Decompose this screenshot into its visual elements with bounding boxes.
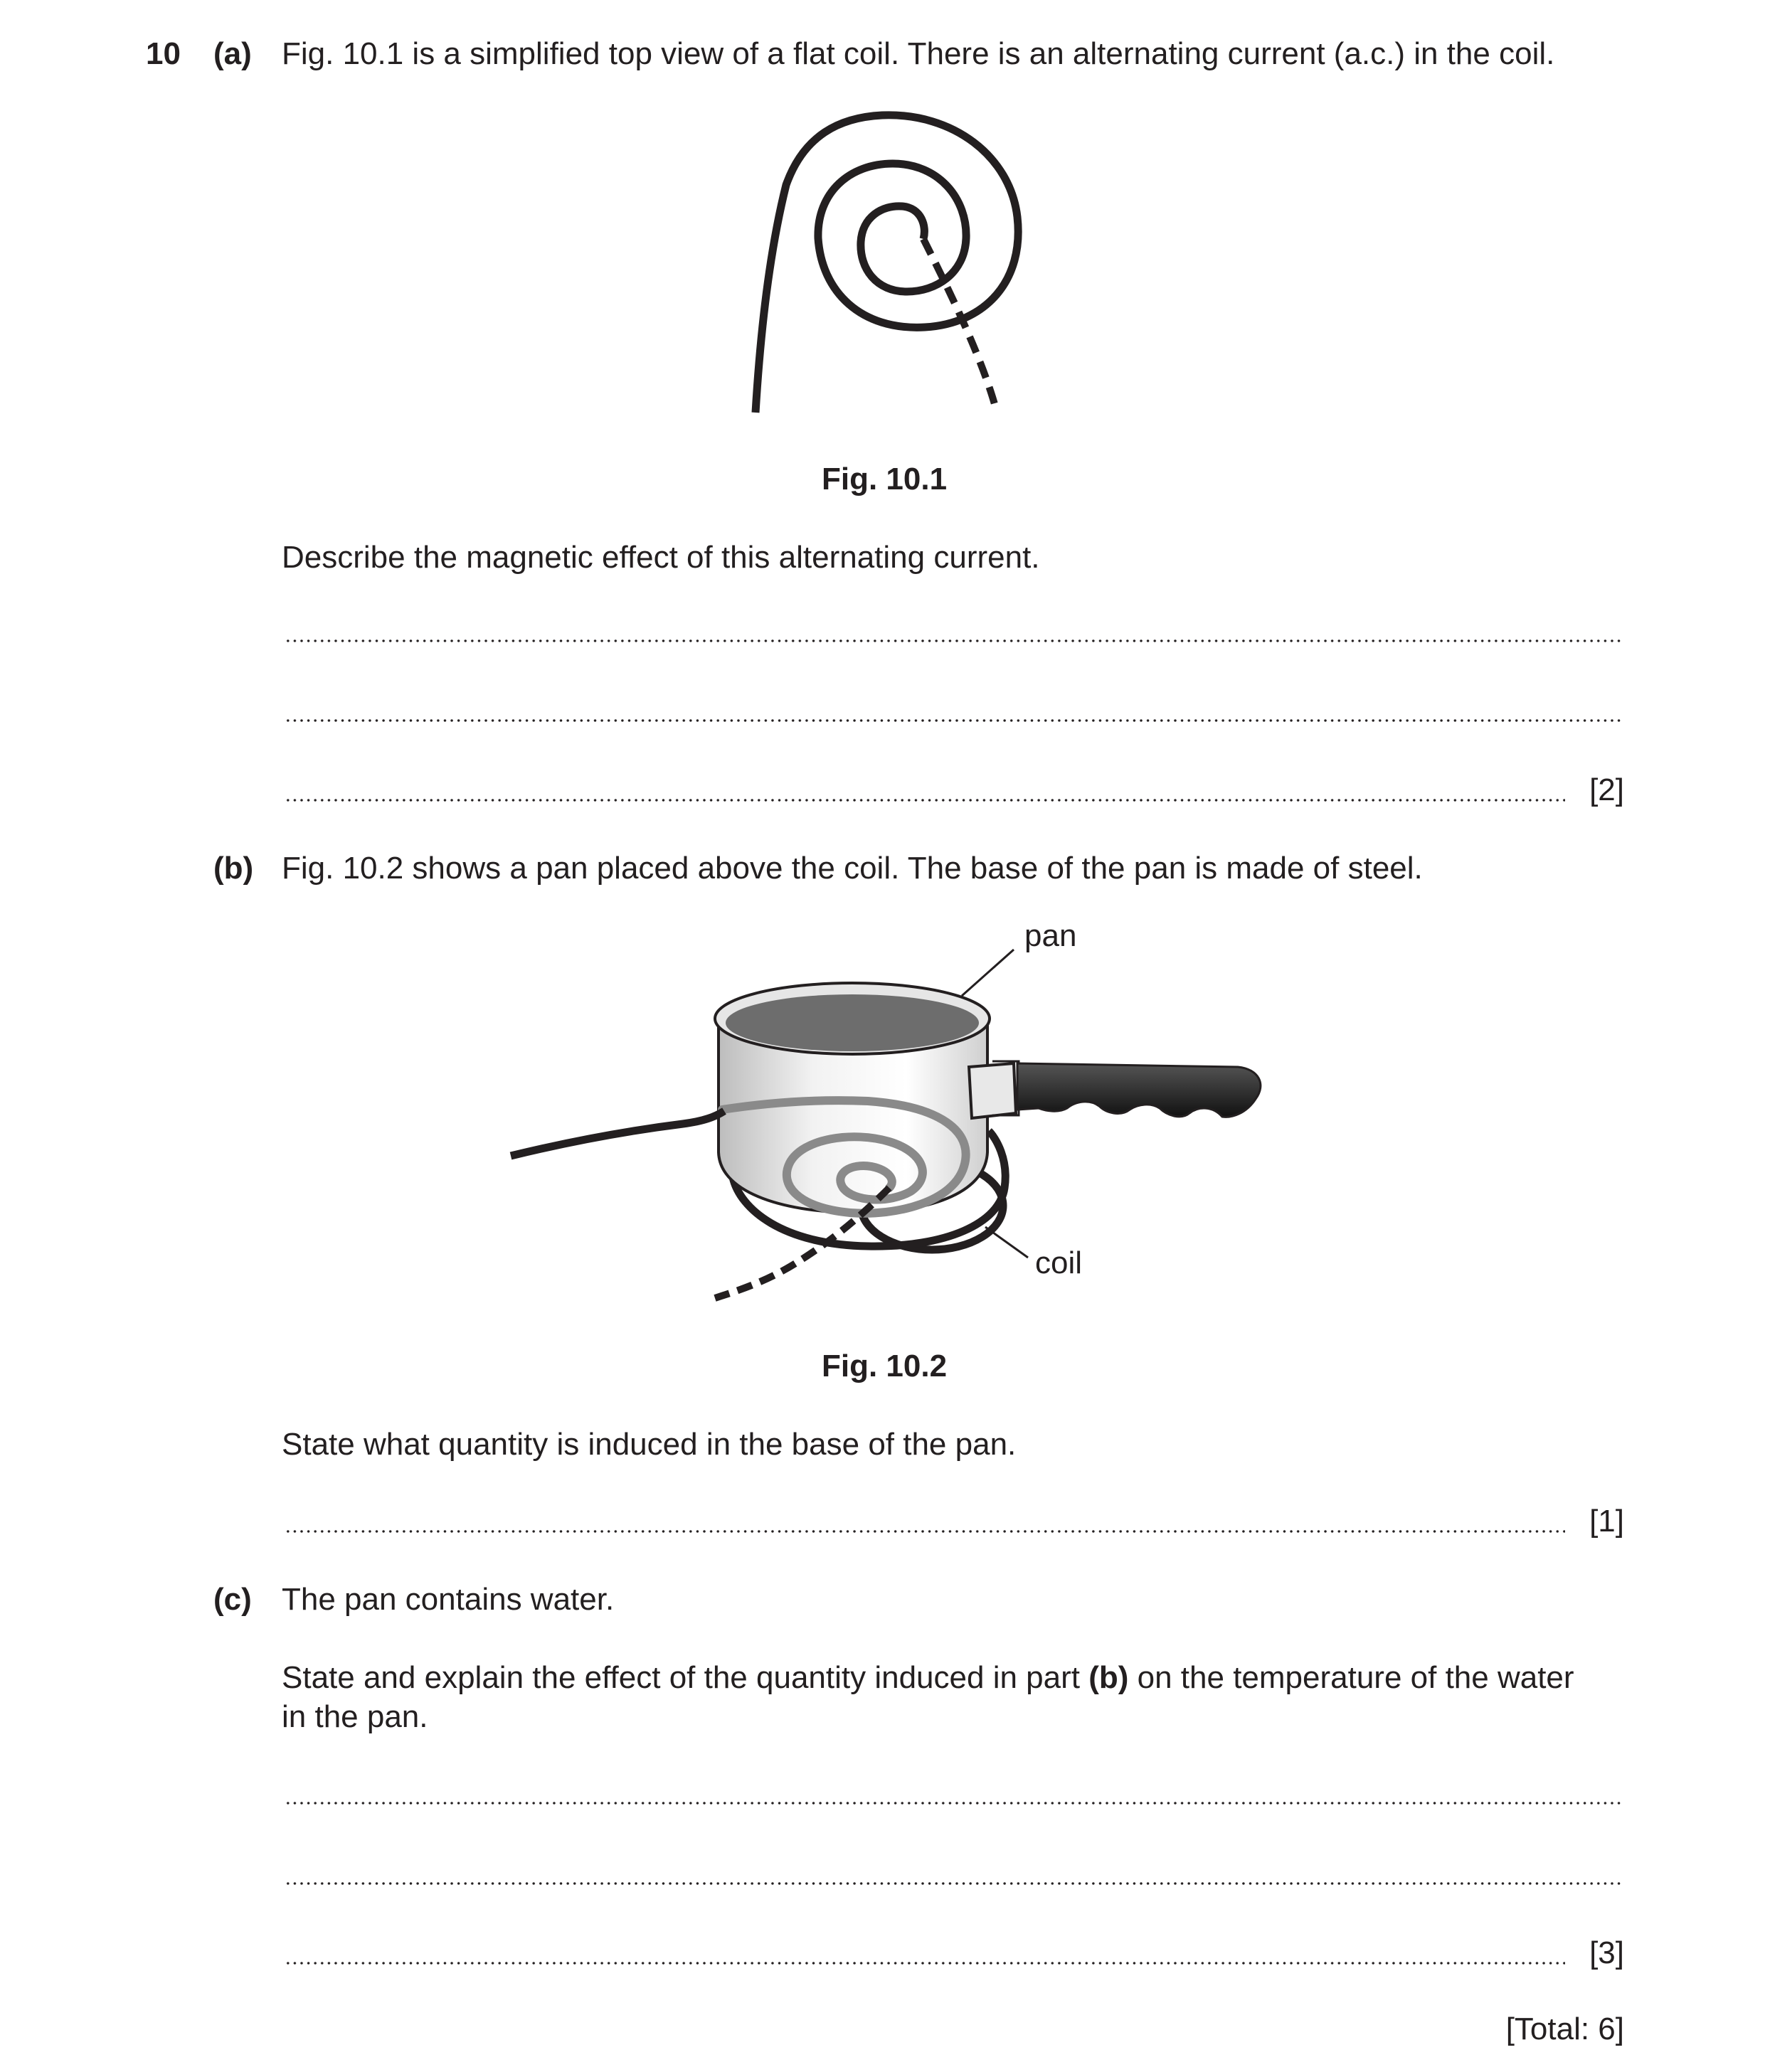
part-b-intro: Fig. 10.2 shows a pan placed above the coil. The base of the pan is made of steel. bbox=[282, 851, 1423, 886]
part-c-prompt-line2: in the pan. bbox=[282, 1699, 428, 1734]
part-b-prompt: State what quantity is induced in the base of the pan. bbox=[282, 1427, 1017, 1462]
part-c-statement: The pan contains water. bbox=[282, 1582, 615, 1617]
pan-water bbox=[726, 994, 979, 1051]
part-c-prompt-end: on the temperature of the water bbox=[1137, 1660, 1574, 1695]
figure-caption-10-1: Fig. 10.1 bbox=[822, 462, 948, 496]
part-c-prompt-start: State and explain the effect of the quantity induced in part bbox=[282, 1660, 1080, 1695]
part-c-prompt-ref: (b) bbox=[1088, 1660, 1129, 1695]
part-a-marks: [2] bbox=[1589, 772, 1624, 807]
part-b-marks: [1] bbox=[1589, 1504, 1624, 1539]
coil-leader-line bbox=[985, 1227, 1028, 1258]
part-c-marks: [3] bbox=[1589, 1935, 1624, 1970]
answer-line-b1[interactable] bbox=[285, 1529, 1565, 1534]
part-a-intro: Fig. 10.1 is a simplified top view of a flat coil. There is an alternating current (a.c.) in the coil. bbox=[282, 36, 1555, 71]
figure-caption-10-2: Fig. 10.2 bbox=[822, 1349, 948, 1383]
part-c-label: (c) bbox=[213, 1582, 252, 1617]
coil-external-lead bbox=[511, 1111, 724, 1156]
pan-leader-line bbox=[962, 950, 1014, 996]
pan-handle bbox=[1017, 1063, 1261, 1117]
pan-label: pan bbox=[1024, 918, 1077, 953]
question-number: 10 bbox=[146, 36, 181, 71]
coil-label: coil bbox=[1035, 1245, 1083, 1280]
answer-line-c3[interactable] bbox=[285, 1961, 1565, 1965]
part-c-prompt bbox=[282, 1659, 1574, 1697]
part-b-label: (b) bbox=[213, 851, 254, 886]
total-marks: [Total: 6] bbox=[1505, 2012, 1624, 2046]
part-a-label: (a) bbox=[213, 36, 252, 71]
answer-line-c2[interactable] bbox=[285, 1881, 1623, 1886]
part-a-prompt: Describe the magnetic effect of this alternating current. bbox=[282, 540, 1040, 575]
answer-line-c1[interactable] bbox=[285, 1801, 1623, 1805]
